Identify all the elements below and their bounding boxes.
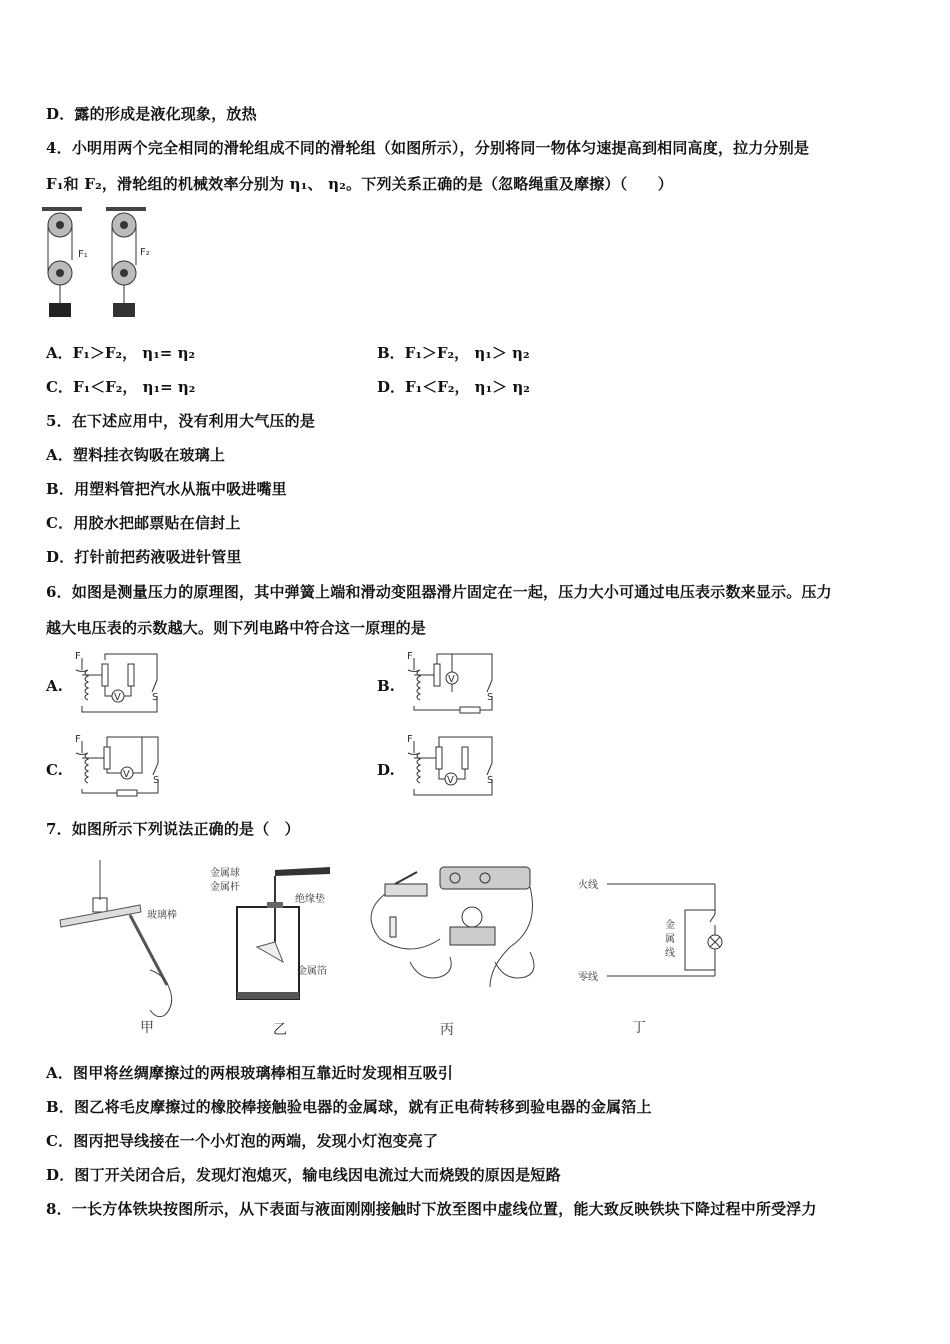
svg-text:S: S <box>152 692 159 703</box>
svg-text:金属箔: 金属箔 <box>297 966 327 977</box>
svg-text:F: F <box>407 734 413 745</box>
q6-option-c[interactable]: C. <box>46 761 63 779</box>
svg-text:S: S <box>487 775 494 786</box>
figure-ding <box>575 870 725 1040</box>
pulley-left <box>48 213 88 317</box>
svg-text:V: V <box>114 692 121 703</box>
q4-option-a[interactable]: A．F₁＞F₂， η₁= η₂ <box>46 344 196 362</box>
q6-stem-line2: 越大电压表的示数越大。则下列电路中符合这一原理的是 <box>46 619 427 637</box>
svg-text:金属球: 金属球 <box>210 868 240 879</box>
q7-option-c[interactable]: C．图丙把导线接在一个小灯泡的两端，发现小灯泡变亮了 <box>46 1132 439 1150</box>
svg-text:玻璃棒: 玻璃棒 <box>147 910 177 921</box>
svg-text:绝缘垫: 绝缘垫 <box>295 894 325 905</box>
q7-option-b[interactable]: B．图乙将毛皮摩擦过的橡胶棒接触验电器的金属球，就有正电荷转移到验电器的金属箔上 <box>46 1098 652 1116</box>
svg-text:V: V <box>123 769 130 780</box>
figure-bing <box>355 862 545 1042</box>
q4-option-d[interactable]: D．F₁＜F₂， η₁＞ η₂ <box>377 378 530 396</box>
svg-text:火线: 火线 <box>578 880 598 891</box>
svg-text:V: V <box>448 674 455 685</box>
caption-yi: 乙 <box>273 1022 287 1038</box>
q8-stem: 8．一长方体铁块按图所示，从下表面与液面刚刚接触时下放至图中虚线位置，能大致反映铁块下降过程中所受浮力 <box>46 1200 817 1218</box>
caption-bing: 丙 <box>440 1022 454 1038</box>
q4-stem-line1: 4．小明用两个完全相同的滑轮组成不同的滑轮组（如图所示），分别将同一物体匀速提高到相同高度，拉力分别是 <box>46 139 810 157</box>
caption-jia: 甲 <box>140 1020 154 1036</box>
svg-text:S: S <box>487 692 494 703</box>
figure-yi <box>205 862 340 1042</box>
caption-ding: 丁 <box>632 1020 646 1036</box>
q5-option-a[interactable]: A．塑料挂衣钩吸在玻璃上 <box>46 446 226 464</box>
svg-text:F: F <box>75 734 81 745</box>
q5-stem: 5．在下述应用中，没有利用大气压的是 <box>46 412 316 430</box>
q5-option-d[interactable]: D．打针前把药液吸进针管里 <box>46 548 242 566</box>
pulley-figure <box>38 205 168 325</box>
q7-option-a[interactable]: A．图甲将丝绸摩擦过的两根玻璃棒相互靠近时发现相互吸引 <box>46 1064 454 1082</box>
svg-text:S: S <box>153 775 160 786</box>
svg-text:F: F <box>75 651 81 662</box>
circuit-b <box>404 650 499 715</box>
q6-stem-line1: 6．如图是测量压力的原理图，其中弹簧上端和滑动变阻器滑片固定在一起，压力大小可通过电压表示数来显示。压力 <box>46 583 832 601</box>
pulley-right <box>112 213 150 317</box>
q5-option-c[interactable]: C．用胶水把邮票贴在信封上 <box>46 514 241 532</box>
q4-stem-line2: F₁和 F₂，滑轮组的机械效率分别为 η₁、 η₂。下列关系正确的是（忽略绳重及摩擦）（ ） <box>46 175 673 193</box>
q7-option-d[interactable]: D．图丁开关闭合后，发现灯泡熄灭，输电线因电流过大而烧毁的原因是短路 <box>46 1166 561 1184</box>
q6-option-d[interactable]: D. <box>377 761 395 779</box>
svg-text:属: 属 <box>665 934 675 945</box>
svg-text:V: V <box>447 775 454 786</box>
q4-option-b[interactable]: B．F₁＞F₂， η₁＞ η₂ <box>377 344 530 362</box>
label-f1: F₁ <box>78 249 88 260</box>
q6-option-a[interactable]: A. <box>46 677 63 695</box>
q5-option-b[interactable]: B．用塑料管把汽水从瓶中吸进嘴里 <box>46 480 287 498</box>
q6-option-b[interactable]: B. <box>377 677 395 695</box>
circuit-a <box>72 650 162 715</box>
svg-text:金属杆: 金属杆 <box>210 882 240 893</box>
circuit-d <box>404 733 499 798</box>
circuit-c <box>72 733 167 798</box>
svg-text:金: 金 <box>665 920 675 931</box>
q3-option-d[interactable]: D．露的形成是液化现象，放热 <box>46 105 257 123</box>
svg-text:F: F <box>407 651 413 662</box>
q7-stem: 7．如图所示下列说法正确的是（ ） <box>46 820 300 838</box>
svg-text:零线: 零线 <box>578 972 598 983</box>
q4-option-c[interactable]: C．F₁＜F₂， η₁= η₂ <box>46 378 196 396</box>
label-f2: F₂ <box>140 247 150 258</box>
figure-jia <box>55 860 195 1040</box>
svg-text:线: 线 <box>665 948 675 959</box>
